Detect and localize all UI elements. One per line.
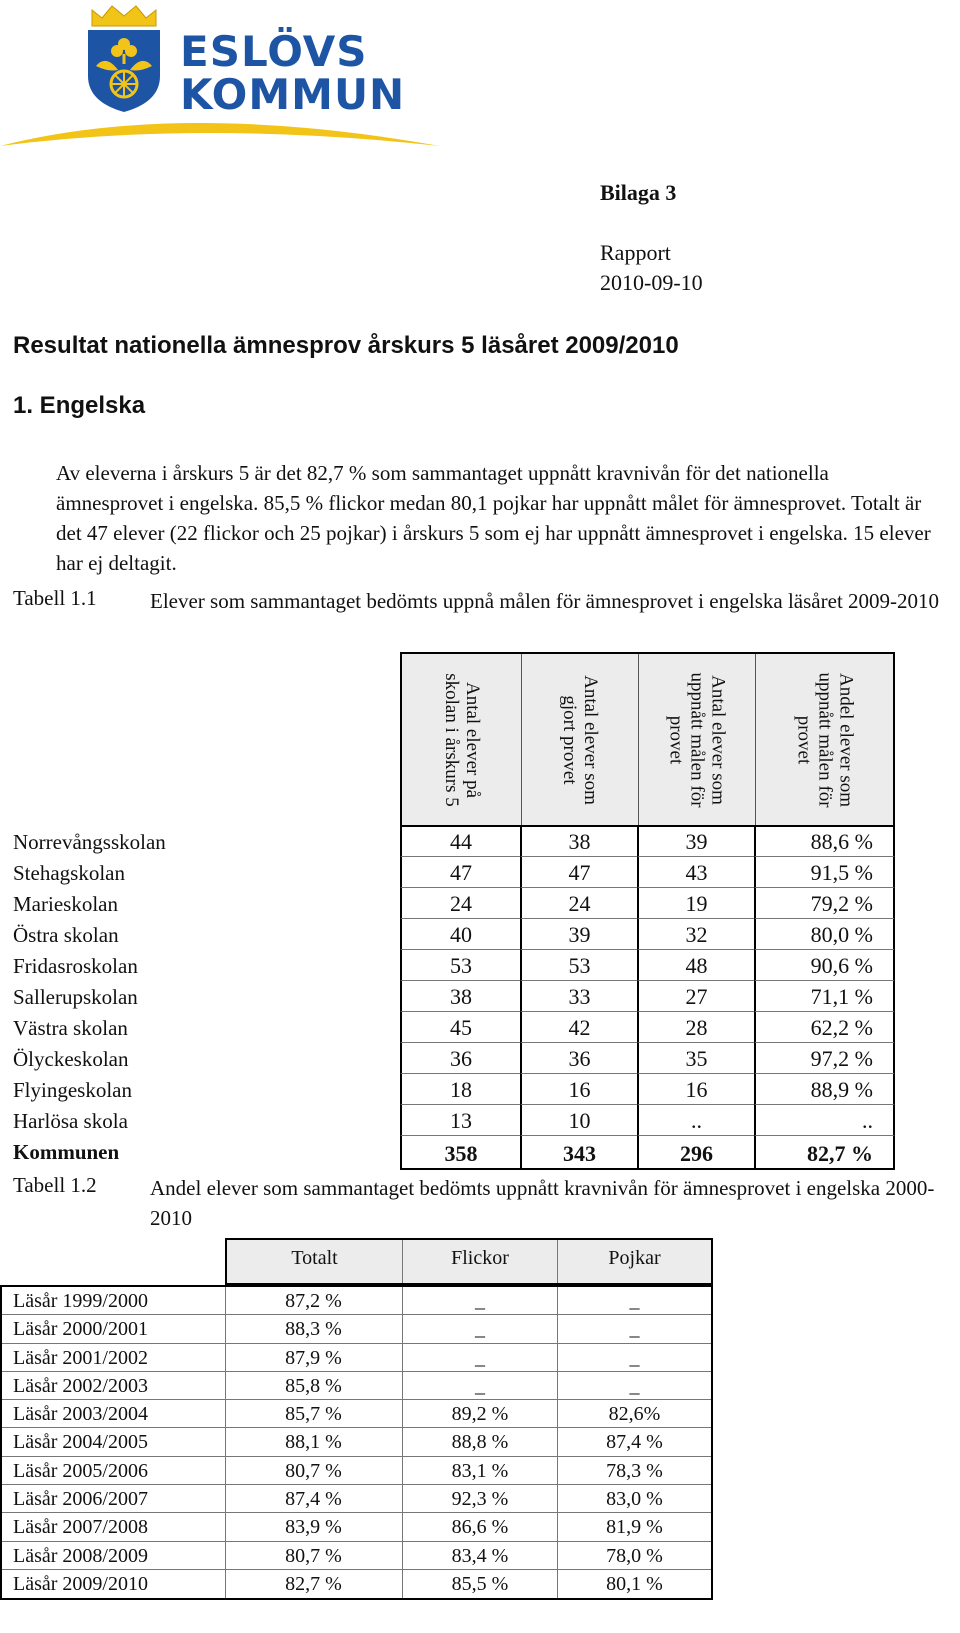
table-cell: 358 [400,1136,520,1170]
table-row [0,950,895,981]
school-name: Västra skolan [13,1016,128,1040]
table-cell: _ [557,1287,711,1314]
eslov-kommun-logo [0,0,460,150]
table-cell: 82,7 % [225,1570,401,1598]
school-name: Östra skolan [13,923,119,947]
appendix-label: Bilaga 3 [600,180,677,205]
year-cell: Läsår 2006/2007 [13,1488,148,1511]
table-cell: 79,2 % [754,888,895,919]
table-cell: 88,9 % [754,1074,895,1105]
table-cell: 10 [520,1105,637,1136]
table-cell: 87,9 % [225,1344,401,1371]
table-cell: 36 [520,1043,637,1074]
table-row [2,1485,711,1513]
table-cell: _ [402,1372,557,1399]
year-cell: Läsår 2003/2004 [13,1403,148,1426]
table-cell: 45 [400,1012,520,1043]
table-cell: _ [402,1315,557,1342]
table-cell: _ [402,1344,557,1371]
table-cell: 97,2 % [754,1043,895,1074]
report-label: Rapport [600,240,671,265]
year-cell: Läsår 2000/2001 [13,1318,148,1341]
table-cell: 81,9 % [557,1513,711,1540]
table-cell: 71,1 % [754,981,895,1012]
table2-header-cell: Totalt [227,1240,403,1283]
table-cell: 87,4 % [557,1428,711,1455]
table-cell: 80,7 % [225,1542,401,1569]
table2-header-cell: Flickor [403,1240,558,1283]
table1-header-text: Andel elever som uppnått målen för provet [793,671,856,808]
year-cell: Läsår 2002/2003 [13,1374,148,1397]
school-name: Ölyckeskolan [13,1047,129,1071]
page-title: Resultat nationella ämnesprov årskurs 5 läsåret 2009/2010 [13,332,679,359]
total-label: Kommunen [13,1140,120,1164]
table1-header-cell [402,654,522,825]
table1-header-cell [756,654,893,825]
year-cell: Läsår 2008/2009 [13,1544,148,1567]
table-cell: 38 [400,981,520,1012]
table-row [2,1287,711,1315]
table-cell: 85,5 % [402,1570,557,1598]
school-name: Stehagskolan [13,861,125,885]
table-cell: _ [557,1315,711,1342]
table2-label: Tabell 1.2 [13,1173,97,1197]
yellow-swoosh-icon [0,100,460,150]
table1-label: Tabell 1.1 [13,586,97,610]
table-cell: .. [637,1105,754,1136]
table2-header [225,1238,713,1285]
report-date: 2010-09-10 [600,270,703,295]
table1-header-text: Antal elever som uppnått målen för provet [665,671,729,808]
school-name: Fridasroskolan [13,954,138,978]
year-cell: Läsår 2005/2006 [13,1459,148,1482]
table2-header-cell: Pojkar [608,1247,661,1269]
table1-header-text: Antal elever på skolan i årskurs 5 [440,672,483,807]
brand-line2: KOMMUN [180,70,406,119]
table-cell: 80,0 % [754,919,895,950]
school-name: Norrevångsskolan [13,830,166,854]
table-row [2,1400,711,1428]
table2-caption: Andel elever som sammantaget bedömts uppnått kravnivån för ämnesprovet i engelska 2000-2010 [150,1176,935,1230]
intro-paragraph: Av eleverna i årskurs 5 är det 82,7 % som sammantaget uppnått kravnivån för det nationella ämnesprovet i engelska. 85,5 % flickor medan 80,1 pojkar har uppnått målet för ämnesprovet. Totalt är det 47 elever (22 flickor och 25 pojkar) i årskurs 5 som ej har uppnått ämnesprovet i engelska. 15 elever har ej deltagit. [56,461,931,575]
table-total-row [0,1136,895,1170]
table-cell: 42 [520,1012,637,1043]
table-cell: 39 [637,826,754,857]
year-cell: Läsår 2009/2010 [13,1572,148,1595]
table-cell: _ [557,1372,711,1399]
table-cell: 87,2 % [225,1287,401,1314]
table-cell: 92,3 % [402,1485,557,1512]
school-name: Harlösa skola [13,1109,128,1133]
table-cell: 83,4 % [402,1542,557,1569]
table-cell: 80,7 % [225,1457,401,1484]
table-cell: 43 [637,857,754,888]
table-row [2,1344,711,1372]
table-cell: 13 [400,1105,520,1136]
table-cell: 33 [520,981,637,1012]
table-cell: 296 [637,1136,754,1170]
table1-caption: Elever som sammantaget bedömts uppnå målen för ämnesprovet i engelska läsåret 2009-2010 [150,589,940,613]
table-cell: 24 [400,888,520,919]
table-row [0,1074,895,1105]
table-cell: 16 [520,1074,637,1105]
school-name: Sallerupskolan [13,985,138,1009]
table-cell: 27 [637,981,754,1012]
school-name: Marieskolan [13,892,118,916]
table-cell: 19 [637,888,754,919]
table-cell: _ [557,1344,711,1371]
table-cell: 85,8 % [225,1372,401,1399]
table-row [0,1012,895,1043]
municipal-crest-icon [84,4,164,114]
table-row [0,888,895,919]
table-cell: 78,3 % [557,1457,711,1484]
table-cell: 83,1 % [402,1457,557,1484]
table-row [0,981,895,1012]
table1-header-cell [522,654,639,825]
table-cell: 80,1 % [557,1570,711,1598]
table-cell: 86,6 % [402,1513,557,1540]
table-row [2,1372,711,1400]
table-row [0,919,895,950]
table-row [0,1105,895,1136]
table-cell: 82,6% [557,1400,711,1427]
table-cell: 16 [637,1074,754,1105]
table-cell: 36 [400,1043,520,1074]
table-cell: 44 [400,826,520,857]
year-cell: Läsår 2004/2005 [13,1431,148,1454]
table-row [2,1542,711,1570]
table1-body [0,826,895,1170]
table-cell: 62,2 % [754,1012,895,1043]
table-cell: 89,2 % [402,1400,557,1427]
school-name: Flyingeskolan [13,1078,132,1102]
table-cell: 38 [520,826,637,857]
table-cell: 90,6 % [754,950,895,981]
table-cell: 18 [400,1074,520,1105]
table-row [2,1513,711,1541]
table-cell: _ [402,1287,557,1314]
table-cell: 83,0 % [557,1485,711,1512]
section-heading: 1. Engelska [13,392,146,419]
table-cell: .. [754,1105,895,1136]
table2-body [0,1285,713,1600]
table-cell: 28 [637,1012,754,1043]
table-cell: 35 [637,1043,754,1074]
table1-header-text: Antal elever som gjort provet [559,674,601,805]
table-cell: 88,3 % [225,1315,401,1342]
table-cell: 87,4 % [225,1485,401,1512]
table-row [0,857,895,888]
table-cell: 88,8 % [402,1428,557,1455]
year-cell: Läsår 2001/2002 [13,1346,148,1369]
table-cell: 85,7 % [225,1400,401,1427]
table-cell: 40 [400,919,520,950]
year-cell: Läsår 2007/2008 [13,1516,148,1539]
table1-header-cell [639,654,756,825]
table1-header [400,652,895,827]
table-cell: 32 [637,919,754,950]
table-cell: 83,9 % [225,1513,401,1540]
year-cell: Läsår 1999/2000 [13,1290,148,1312]
table-cell: 39 [520,919,637,950]
table-row [2,1570,711,1598]
table-row [2,1315,711,1343]
table-cell: 47 [400,857,520,888]
table-cell: 88,6 % [754,826,895,857]
table-cell: 53 [520,950,637,981]
table-cell: 78,0 % [557,1542,711,1569]
table-cell: 47 [520,857,637,888]
table-row [0,826,895,857]
table-cell: 343 [520,1136,637,1170]
table-cell: 53 [400,950,520,981]
table-cell: 88,1 % [225,1428,401,1455]
table-cell: 91,5 % [754,857,895,888]
table-cell: 82,7 % [754,1136,895,1170]
table-row [2,1457,711,1485]
table-cell: 24 [520,888,637,919]
table-row [2,1428,711,1456]
table-cell: 48 [637,950,754,981]
brand-line1: ESLÖVS [180,27,368,76]
table-row [0,1043,895,1074]
